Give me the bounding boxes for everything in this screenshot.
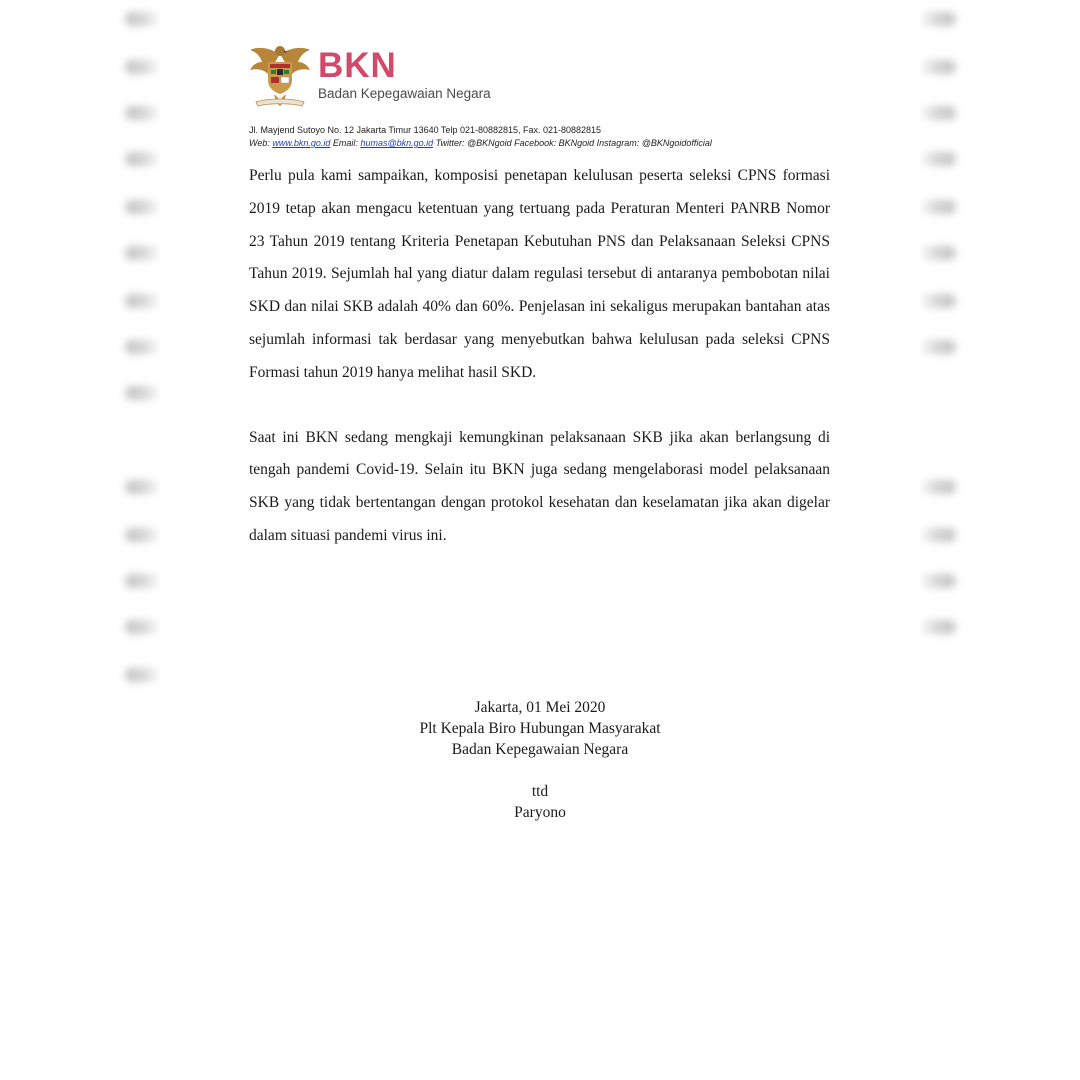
blur-line xyxy=(125,152,163,166)
brand-subtitle: Badan Kepegawaian Negara xyxy=(318,86,491,101)
letter-closing xyxy=(320,697,760,823)
blur-line xyxy=(918,106,956,120)
brand-name: BKN xyxy=(318,46,397,85)
blur-line xyxy=(125,246,163,260)
social-media-text: Twitter: @BKNgoid Facebook: BKNgoid Instagram: @BKNgoidofficial xyxy=(435,138,712,148)
blur-line xyxy=(125,60,163,74)
signature-mark: ttd xyxy=(531,783,549,800)
address-line: Jl. Mayjend Sutoyo No. 12 Jakarta Timur 13640 Telp 021-80882815, Fax. 021-80882815 xyxy=(249,125,602,135)
letter-sheet xyxy=(160,0,920,1080)
blur-line xyxy=(125,340,163,354)
blur-line xyxy=(918,246,956,260)
blur-line xyxy=(125,668,163,682)
website-link[interactable]: www.bkn.go.id xyxy=(272,138,331,148)
blur-line xyxy=(125,200,163,214)
blur-line xyxy=(125,574,163,588)
blur-line xyxy=(125,106,163,120)
blur-line xyxy=(918,152,956,166)
body-paragraph: Saat ini BKN sedang mengkaji kemungkinan pelaksanaan SKB jika akan berlangsung di tengah pandemi Covid-19. Selain itu BKN juga sedang mengelaborasi model pelaksanaan SKB yang tidak bertentangan dengan protokol kesehatan dan keselamatan jika akan digelar dalam situasi pandemi virus ini. xyxy=(249,428,830,544)
place-date: Jakarta, 01 Mei 2020 xyxy=(474,699,606,716)
blur-line xyxy=(125,294,163,308)
signer-name: Paryono xyxy=(514,804,566,821)
blur-line xyxy=(918,480,956,494)
email-link[interactable]: humas@bkn.go.id xyxy=(360,138,434,148)
letter-body xyxy=(249,160,830,553)
letterhead-contact xyxy=(249,124,712,150)
web-label: Web: xyxy=(249,138,270,148)
blur-line xyxy=(918,574,956,588)
blur-line xyxy=(918,12,956,26)
blur-line xyxy=(918,60,956,74)
blur-line xyxy=(918,294,956,308)
signer-agency: Badan Kepegawaian Negara xyxy=(451,741,629,758)
signer-position: Plt Kepala Biro Hubungan Masyarakat xyxy=(419,720,661,737)
email-label: Email: xyxy=(332,138,358,148)
blur-line xyxy=(125,620,163,634)
garuda-emblem-icon xyxy=(248,40,312,110)
web-contact-line xyxy=(249,137,712,150)
blur-line xyxy=(125,12,163,26)
blur-line xyxy=(918,340,956,354)
blur-line xyxy=(918,620,956,634)
blur-line xyxy=(125,386,163,400)
blur-line xyxy=(125,480,163,494)
body-paragraph: Perlu pula kami sampaikan, komposisi penetapan kelulusan peserta seleksi CPNS formasi 2019 tetap akan mengacu ketentuan yang tertuang pada Peraturan Menteri PANRB Nomor 23 Tahun 2019 tentang Kriteria Penetapan Kebutuhan PNS dan Pelaksanaan Seleksi CPNS Tahun 2019. Sejumlah hal yang diatur dalam regulasi tersebut di antaranya pembobotan nilai SKD dan nilai SKB adalah 40% dan 60%. Penjelasan ini sekaligus merupakan bantahan atas sejumlah informasi tak berdasar yang menyebutkan bahwa kelulusan pada seleksi CPNS Formasi tahun 2019 hanya melihat hasil SKD. xyxy=(249,167,830,381)
letterhead-logo xyxy=(248,40,491,110)
blur-line xyxy=(918,200,956,214)
blur-line xyxy=(125,528,163,542)
blur-line xyxy=(918,528,956,542)
